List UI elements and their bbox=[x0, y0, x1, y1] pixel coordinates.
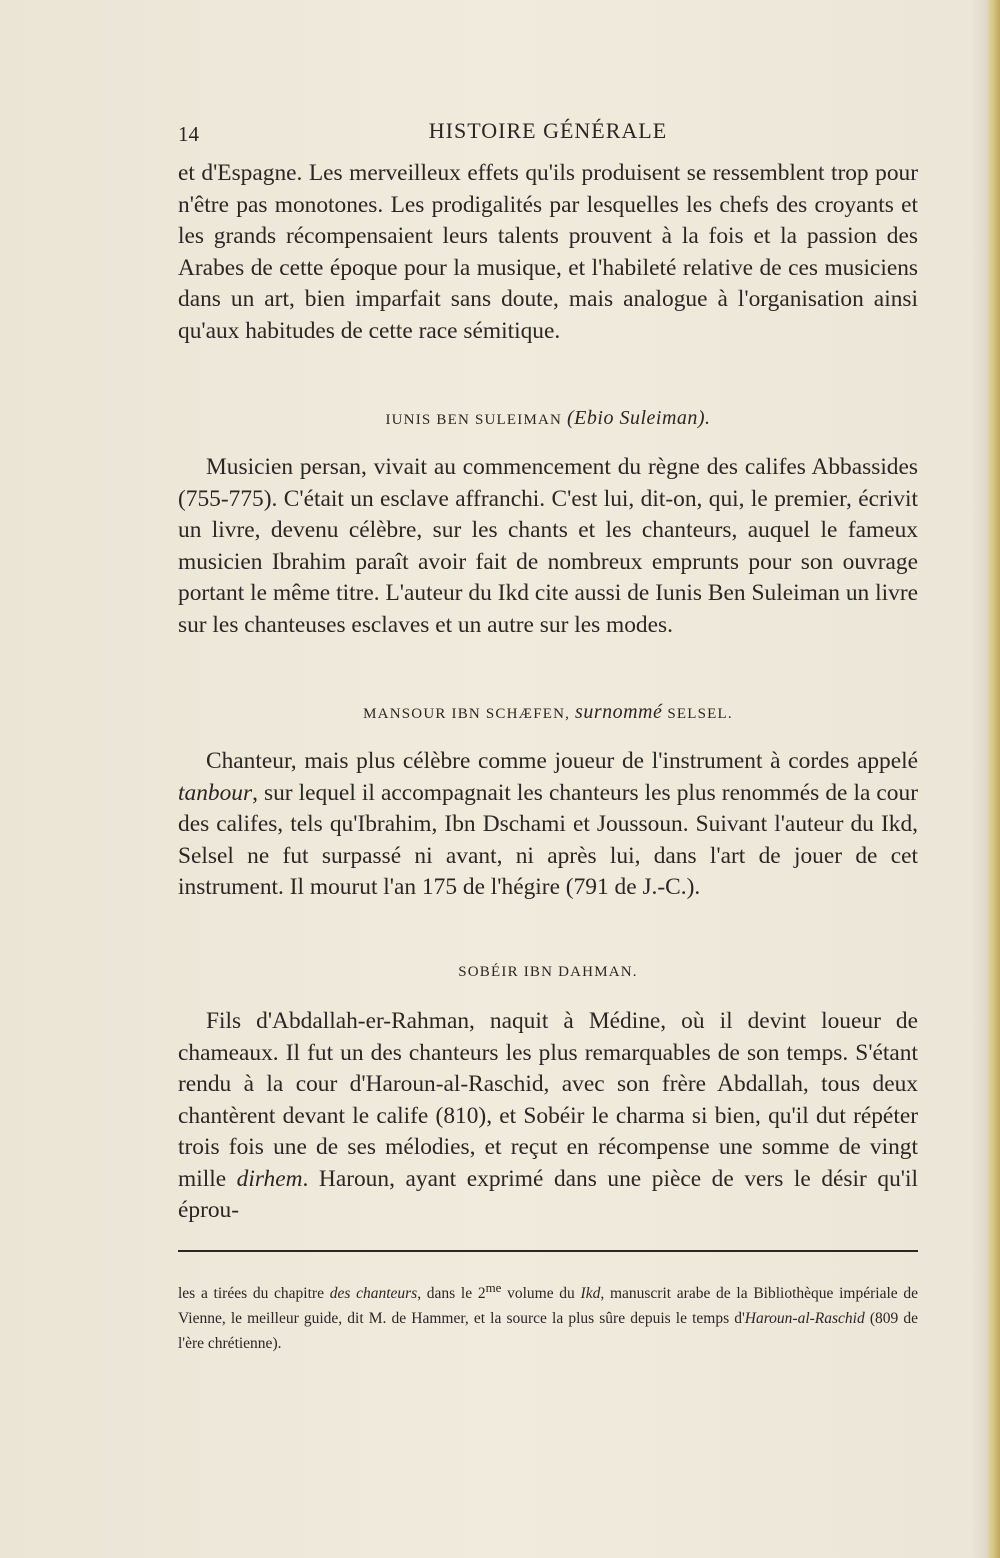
text-run: , sur lequel il accompagnait les chanteurs les plus renommés de la cour des califes, tels qu'Ibrahim, Ibn Dschami et Joussoun. Suivant l'auteur du Ikd, Selsel ne fut surpassé ni avant, ni après lui, dans l'art de jouer de cet instrument. Il mourut l'an 175 de l'hégire (791 de J.-C.). bbox=[178, 779, 918, 900]
text-run: , manuscrit arabe de la Bibliothèque impériale de Vienne, le meilleur guide, dit M. de Hammer, et la source la plus sûre depuis le temps d' bbox=[178, 1285, 918, 1328]
section-text-mansour-block bbox=[178, 746, 918, 904]
text-run: Fils d'Abdallah-er-Rahman, naquit à Médine, où il devint loueur de chameaux. Il fut un des chanteurs les plus remarquables de son temps. S'étant rendu à la cour d'Haroun-al-Raschid, avec son frère Abdallah, tous deux chantèrent devant le calife (810), et Sobéir le charma si bien, qu'il dut répéter trois fois une de ses mélodies, et reçut en récompense une somme de vingt mille bbox=[178, 1008, 918, 1192]
section-text-sobeir-block bbox=[178, 1006, 918, 1227]
section-heading-sobeir bbox=[178, 962, 918, 982]
heading-alt-name: (Ebio Suleiman). bbox=[567, 407, 711, 429]
page-number: 14 bbox=[178, 122, 199, 146]
footnote bbox=[178, 1275, 918, 1356]
running-title: HISTOIRE GÉNÉRALE bbox=[428, 118, 668, 143]
heading-name: SOBÉIR IBN DAHMAN. bbox=[458, 964, 638, 980]
heading-name: MANSOUR IBN SCHÆFEN, bbox=[363, 706, 571, 722]
text-run: Chanteur, mais plus célèbre comme joueur de l'instrument à cordes appelé bbox=[206, 748, 918, 774]
superscript: me bbox=[485, 1280, 502, 1295]
page-spine-edge bbox=[986, 0, 1000, 1558]
italic-term: dirhem bbox=[236, 1165, 303, 1192]
intro-paragraph: et d'Espagne. Les merveilleux effets qu'ils produisent se ressemblent trop pour n'être pas monotones. Les prodigalités par lesquelles les chefs des croyants et les grands récompensaient leurs talents prouvent à la fois et la passion des Arabes de cette époque pour la musique, et l'habileté relative de ces musiciens dans un art, bien imparfait sans doute, mais analogue à l'organisation ainsi qu'aux habitudes de cette race sémitique. bbox=[178, 160, 918, 344]
italic-term: Ikd bbox=[580, 1285, 601, 1303]
text-run: volume du bbox=[501, 1285, 581, 1303]
footnote-rule bbox=[178, 1250, 918, 1252]
section-text-iunis: Musicien persan, vivait au commencement du règne des califes Abbassides (755-775). C'était un esclave affranchi. C'est lui, dit-on, qui, le premier, écrivit un livre, devenu célèbre, sur les chants et les chanteurs, auquel le fameux musicien Ibrahim paraît avoir fait de nombreux emprunts pour son ouvrage portant le même titre. L'auteur du Ikd cite aussi de Iunis Ben Suleiman un livre sur les chanteuses esclaves et un autre sur les modes. bbox=[178, 454, 918, 638]
text-run: (809 de l'ère chrétienne). bbox=[178, 1310, 918, 1353]
heading-name: IUNIS BEN SULEIMAN bbox=[385, 412, 563, 428]
section-text-sobeir bbox=[178, 1006, 918, 1227]
italic-term: des chanteurs bbox=[329, 1285, 418, 1303]
section-text-mansour bbox=[178, 746, 918, 904]
italic-term: tanbour bbox=[178, 779, 253, 806]
heading-alt-name: surnommé bbox=[575, 701, 663, 723]
section-heading-iunis bbox=[178, 408, 918, 428]
page-header bbox=[178, 118, 918, 148]
section-heading-mansour bbox=[178, 702, 918, 722]
text-run: , dans le 2 bbox=[417, 1285, 486, 1303]
intro-paragraph-block bbox=[178, 158, 918, 347]
text-run: les a tirées du chapitre bbox=[178, 1285, 330, 1303]
text-run: . Haroun, ayant exprimé dans une pièce de vers le désir qu'il éprou- bbox=[178, 1165, 918, 1223]
section-text-iunis-block bbox=[178, 452, 918, 641]
italic-term: Haroun-al-Raschid bbox=[744, 1310, 865, 1328]
heading-tail: SELSEL. bbox=[667, 706, 733, 722]
